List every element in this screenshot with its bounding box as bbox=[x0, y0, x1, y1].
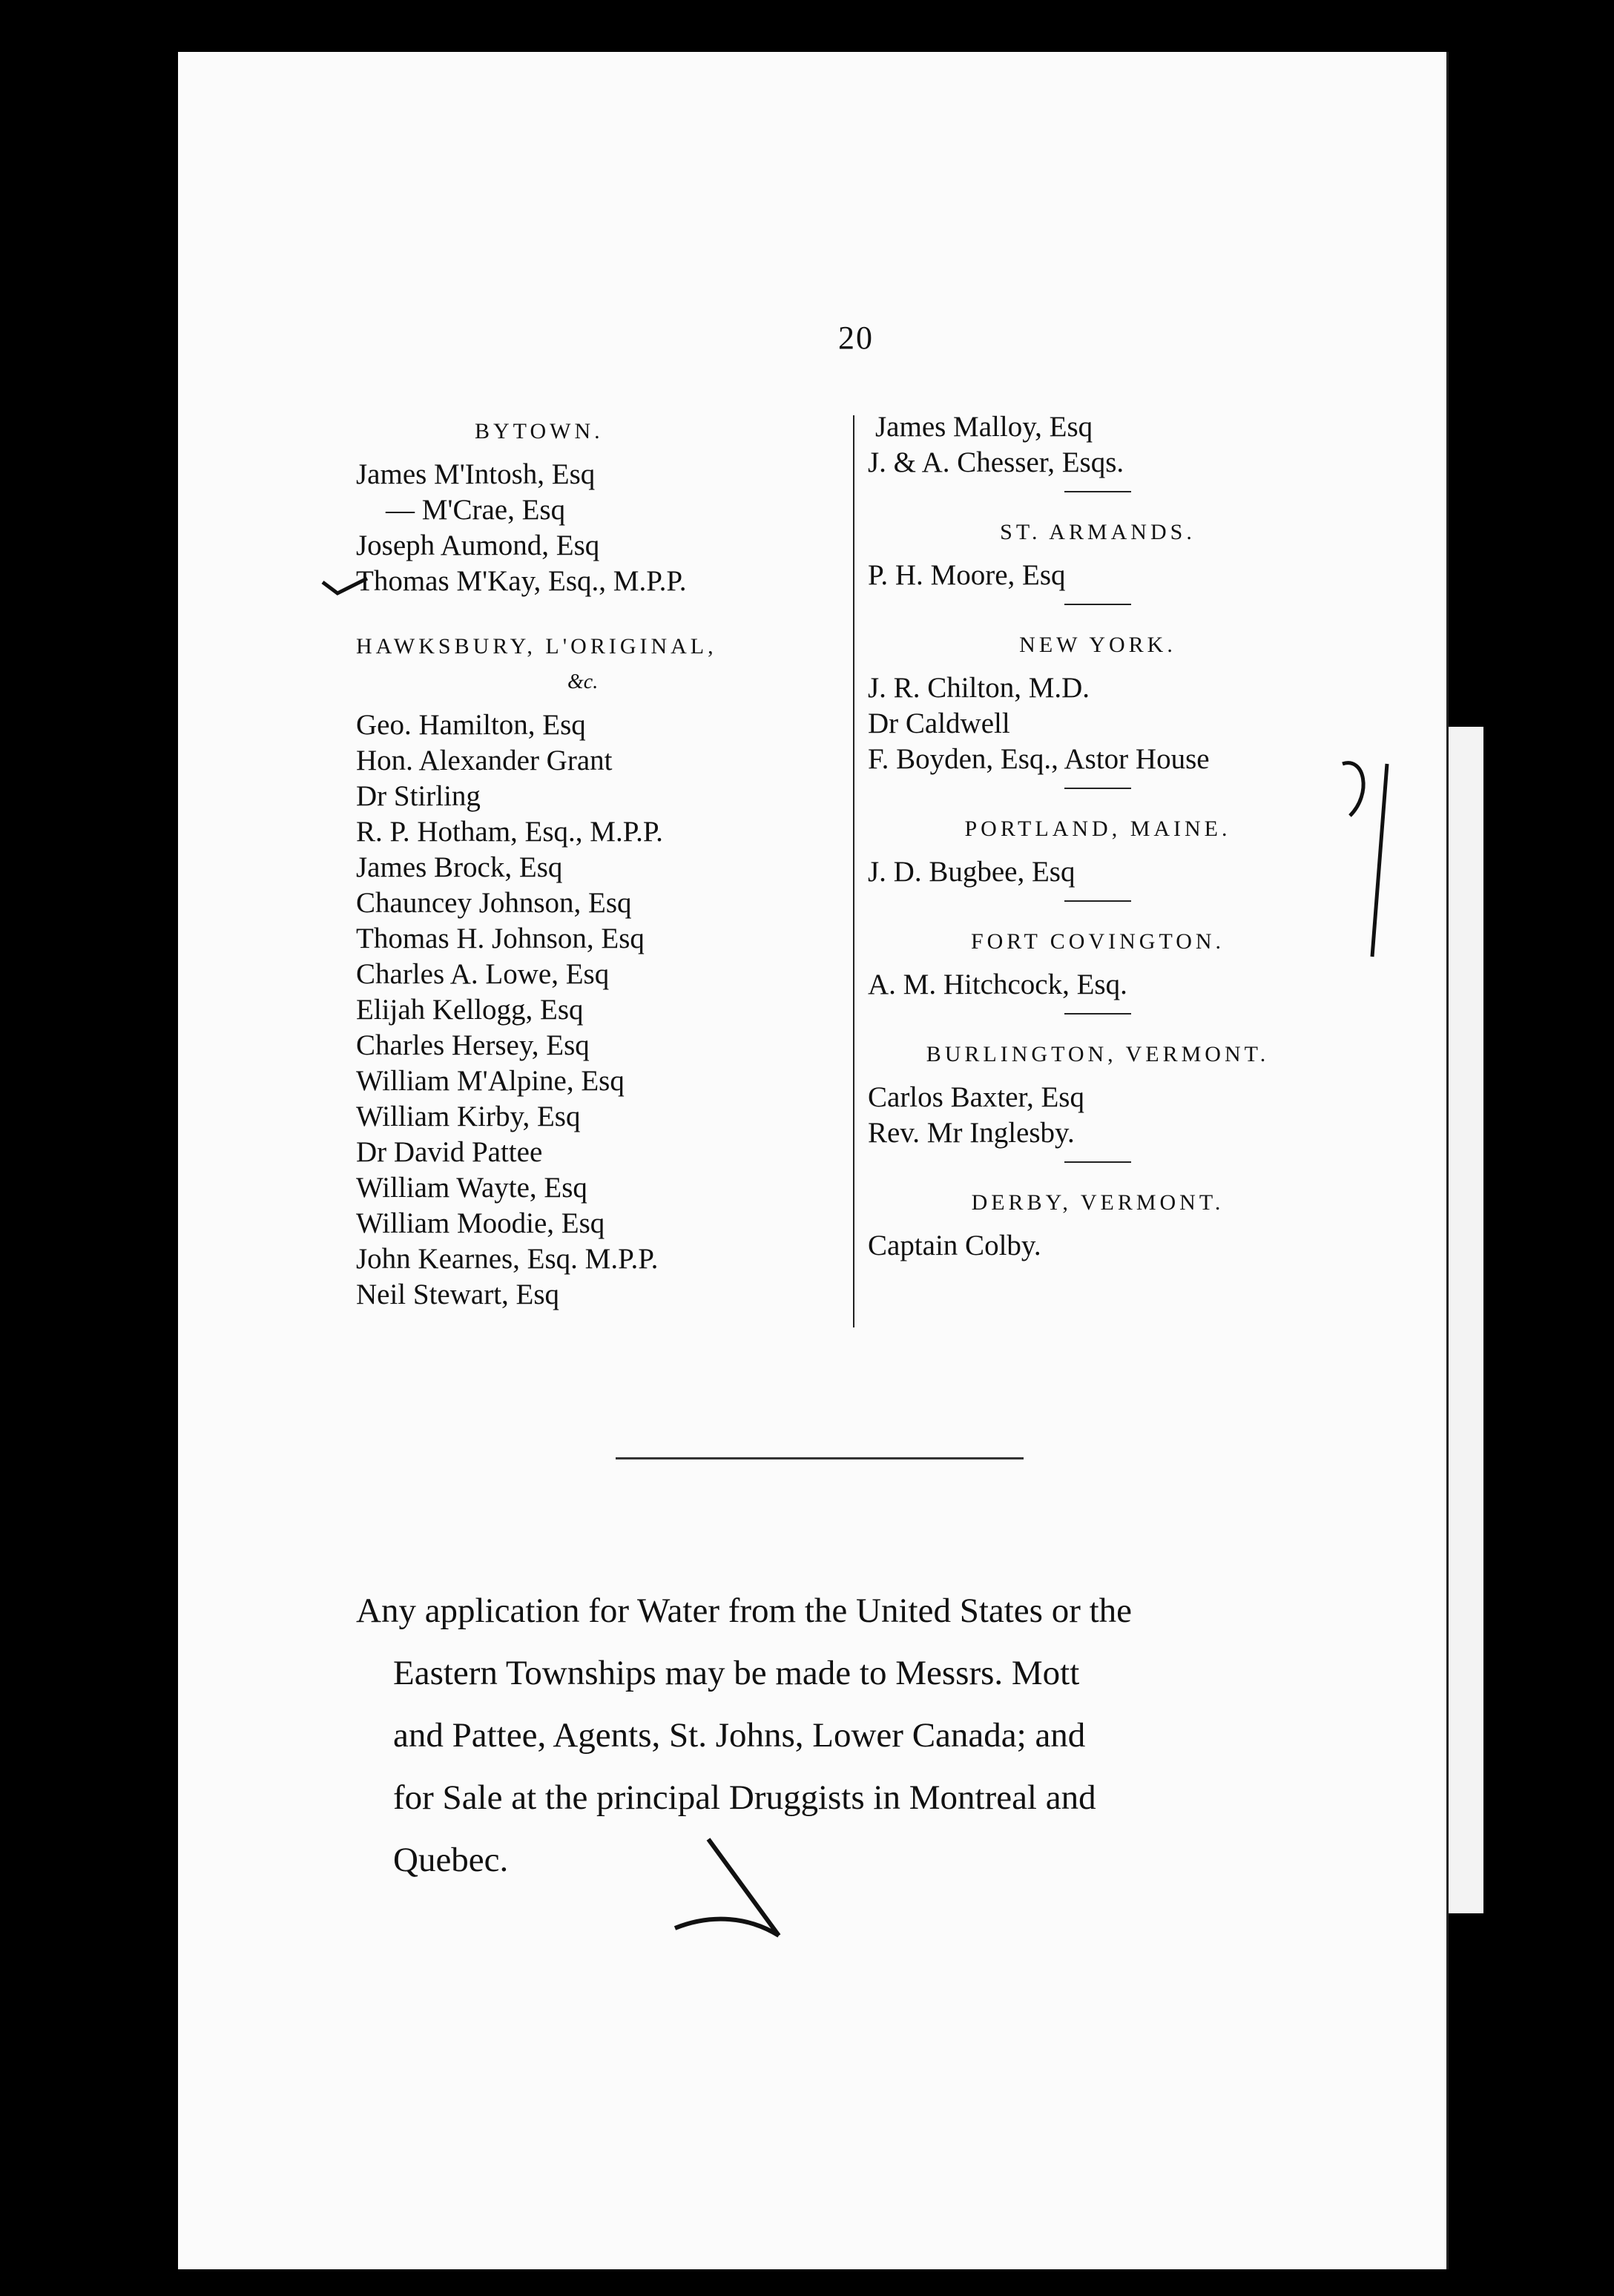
adjacent-page-strip bbox=[1446, 727, 1483, 1913]
left-column bbox=[356, 409, 846, 1342]
list-item: Captain Colby. bbox=[868, 1230, 1041, 1261]
section-fort-covington bbox=[868, 924, 1328, 1015]
list-item: William Wayte, Esq bbox=[356, 1172, 587, 1204]
section-portland bbox=[868, 811, 1328, 902]
list-item: Rev. Mr Inglesby. bbox=[868, 1117, 1075, 1149]
list-item: Charles Hersey, Esq bbox=[356, 1029, 590, 1061]
column-divider bbox=[853, 415, 854, 1327]
section-st-armands bbox=[868, 515, 1328, 605]
section-heading: PORTLAND, MAINE. bbox=[964, 817, 1231, 841]
notice-line: Eastern Townships may be made to Messrs. Mott bbox=[393, 1654, 1080, 1692]
notice-line: and Pattee, Agents, St. Johns, Lower Canada; and bbox=[393, 1716, 1086, 1755]
section-divider bbox=[1064, 1161, 1131, 1163]
section-heading: FORT COVINGTON. bbox=[970, 929, 1225, 954]
page-number: 20 bbox=[838, 320, 874, 356]
list-item: Elijah Kellogg, Esq bbox=[356, 994, 584, 1026]
section-divider bbox=[1064, 604, 1131, 605]
section-derby bbox=[868, 1185, 1328, 1264]
list-item: Joseph Aumond, Esq bbox=[356, 530, 600, 561]
section-heading: NEW YORK. bbox=[1019, 633, 1176, 657]
list-item: John Kearnes, Esq. M.P.P. bbox=[356, 1243, 659, 1275]
list-item: Dr Caldwell bbox=[868, 707, 1010, 739]
horizontal-rule bbox=[616, 1457, 1024, 1459]
section-heading: DERBY, VERMONT. bbox=[971, 1190, 1225, 1215]
notice-line: Any application for Water from the United States or the bbox=[356, 1591, 1133, 1630]
list-item: Neil Stewart, Esq bbox=[356, 1279, 560, 1310]
notice-line: Quebec. bbox=[393, 1841, 509, 1879]
list-item: R. P. Hotham, Esq., M.P.P. bbox=[356, 816, 663, 848]
list-item: Geo. Hamilton, Esq bbox=[356, 709, 586, 741]
section-heading: ST. ARMANDS. bbox=[1000, 520, 1196, 544]
section-new-york bbox=[868, 627, 1328, 789]
list-item: Chauncey Johnson, Esq bbox=[356, 887, 632, 919]
list-item: Dr Stirling bbox=[356, 780, 481, 812]
section-divider bbox=[1064, 788, 1131, 789]
list-item: Dr David Pattee bbox=[356, 1136, 543, 1168]
handwritten-stroke-icon bbox=[668, 1832, 801, 1958]
section-heading: BURLINGTON, VERMONT. bbox=[926, 1042, 1270, 1066]
list-item: James M'Intosh, Esq bbox=[356, 458, 596, 490]
list-item: P. H. Moore, Esq bbox=[868, 559, 1066, 591]
section-heading: HAWKSBURY, L'ORIGINAL, bbox=[356, 634, 717, 659]
notice-line: for Sale at the principal Druggists in Montreal and bbox=[393, 1778, 1096, 1817]
section-heading: BYTOWN. bbox=[475, 419, 604, 443]
list-item: Hon. Alexander Grant bbox=[356, 745, 613, 776]
right-column bbox=[868, 409, 1328, 1293]
list-item: James Brock, Esq bbox=[356, 851, 563, 883]
list-item: A. M. Hitchcock, Esq. bbox=[868, 969, 1127, 1000]
notice-paragraph bbox=[356, 1580, 1305, 1891]
list-item: J. R. Chilton, M.D. bbox=[868, 672, 1090, 704]
section-divider bbox=[1064, 900, 1131, 902]
list-item: Charles A. Lowe, Esq bbox=[356, 958, 610, 990]
pencil-stroke-icon bbox=[1320, 749, 1409, 971]
list-item: Thomas H. Johnson, Esq bbox=[356, 923, 645, 954]
check-mark-icon bbox=[319, 571, 371, 601]
section-bytown bbox=[356, 414, 846, 599]
section-continued bbox=[868, 409, 1328, 492]
list-item: J. D. Bugbee, Esq bbox=[868, 856, 1076, 888]
list-item: William Moodie, Esq bbox=[356, 1207, 605, 1239]
list-item: Thomas M'Kay, Esq., M.P.P. bbox=[356, 565, 687, 597]
section-divider bbox=[1064, 1013, 1131, 1015]
list-item: F. Boyden, Esq., Astor House bbox=[868, 743, 1210, 775]
list-item: William M'Alpine, Esq bbox=[356, 1065, 625, 1097]
section-subheading: &c. bbox=[567, 670, 599, 693]
list-item: Carlos Baxter, Esq bbox=[868, 1081, 1084, 1113]
list-item: James Malloy, Esq bbox=[875, 411, 1093, 443]
list-item: J. & A. Chesser, Esqs. bbox=[868, 446, 1124, 478]
section-hawksbury bbox=[356, 629, 846, 1313]
list-item: William Kirby, Esq bbox=[356, 1101, 581, 1132]
list-item: — M'Crae, Esq bbox=[386, 494, 566, 526]
section-divider bbox=[1064, 491, 1131, 492]
section-burlington bbox=[868, 1037, 1328, 1163]
